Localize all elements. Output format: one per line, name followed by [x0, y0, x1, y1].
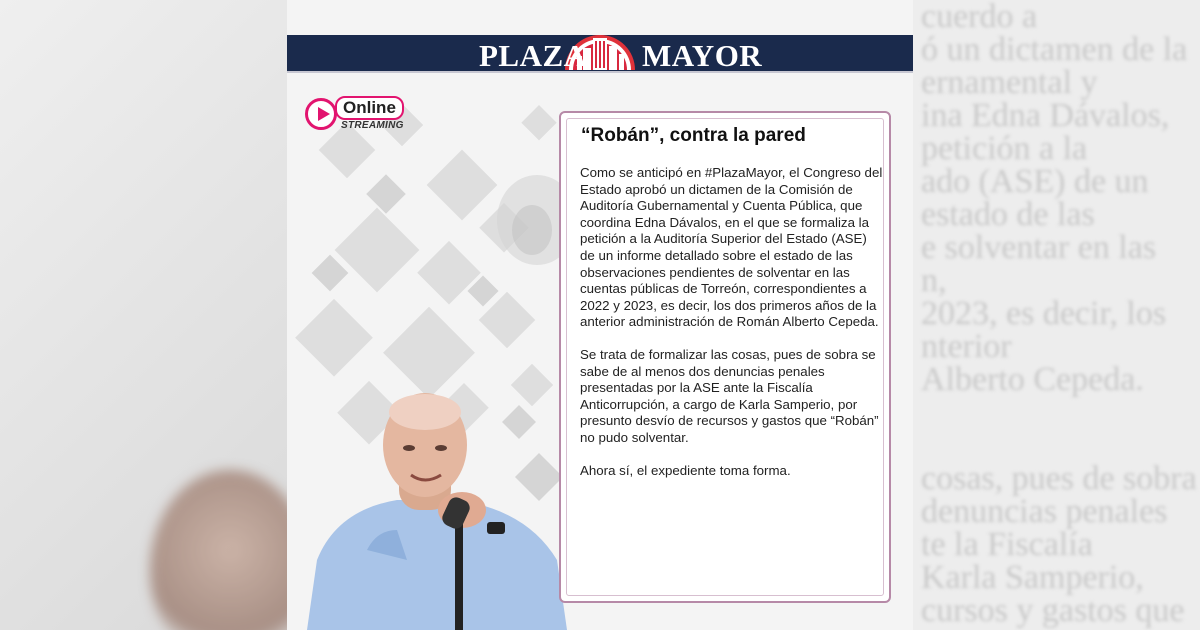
- blurred-text-line: cuerdo a: [921, 0, 1038, 35]
- background-right-blur: [913, 0, 1200, 630]
- blurred-text-line: ó un dictamen de la: [921, 31, 1188, 68]
- portrait-photo: [307, 390, 567, 630]
- blurred-text-line: e solventar en las: [921, 229, 1157, 266]
- blurred-text-line: Karla Samperio,: [921, 559, 1144, 596]
- blurred-text-line: ina Edna Dávalos,: [921, 97, 1170, 134]
- blurred-text-line: estado de las: [921, 196, 1095, 233]
- blurred-text: [921, 0, 1197, 627]
- online-streaming-badge[interactable]: [305, 96, 415, 136]
- background-left-blur: [0, 0, 287, 630]
- article-paragraph: Se trata de formalizar las cosas, pues de sobra se sabe de al menos dos denuncias penales presentadas por la ASE ante la Fiscalía Anticorrupción, a cargo de Karla Samperio, por presunto desvío de recursos y gastos que “Robán” no pudo solventar.: [580, 346, 879, 445]
- article-title: “Robán”, contra la pared: [581, 125, 806, 146]
- article-paragraph: Como se anticipó en #PlazaMayor, el Congreso del Estado aprobó un dictamen de la Comisión de Auditoría Gubernamental y Cuenta Pública, que coordina Edna Dávalos, en el que se formaliza la petición a la Auditoría Superior del Estado (ASE) de un informe detallado sobre el estado de las observaciones pendientes de solventar en las cuentas públicas de Torreón, correspondientes a 2022 y 2023, es decir, los dos primeros años de la anterior administración de Román Alberto Cepeda.: [580, 165, 883, 330]
- blurred-text-line: [921, 396, 1197, 429]
- blurred-text-line: nterior: [921, 328, 1012, 365]
- blurred-text-line: denuncias penales: [921, 493, 1168, 530]
- blurred-text-line: cosas, pues de sobra: [921, 460, 1197, 497]
- streaming-online-label: Online: [335, 96, 404, 120]
- blurred-text-line: n,: [921, 262, 947, 299]
- blurred-text-line: [921, 429, 1197, 462]
- blurred-text-line: petición a la: [921, 130, 1088, 167]
- blurred-text-line: te la Fiscalía: [921, 526, 1093, 563]
- brand-name-left: PLAZA: [479, 38, 587, 73]
- blurred-face: [150, 470, 287, 630]
- article-panel: [559, 111, 891, 603]
- blurred-text-line: ernamental y: [921, 64, 1098, 101]
- brand-name-right: MAYOR: [642, 38, 763, 73]
- blurred-text-line: cursos y gastos que: [921, 592, 1185, 629]
- play-icon: [305, 98, 337, 130]
- article-paragraph: Ahora sí, el expediente toma forma.: [580, 462, 791, 478]
- blurred-text-line: 2023, es decir, los: [921, 295, 1167, 332]
- article-card: [287, 0, 913, 630]
- article-body: [580, 165, 885, 495]
- streaming-sub-label: STREAMING: [341, 120, 404, 131]
- blurred-text-line: ado (ASE) de un: [921, 163, 1149, 200]
- blurred-text-line: Alberto Cepeda.: [921, 361, 1144, 398]
